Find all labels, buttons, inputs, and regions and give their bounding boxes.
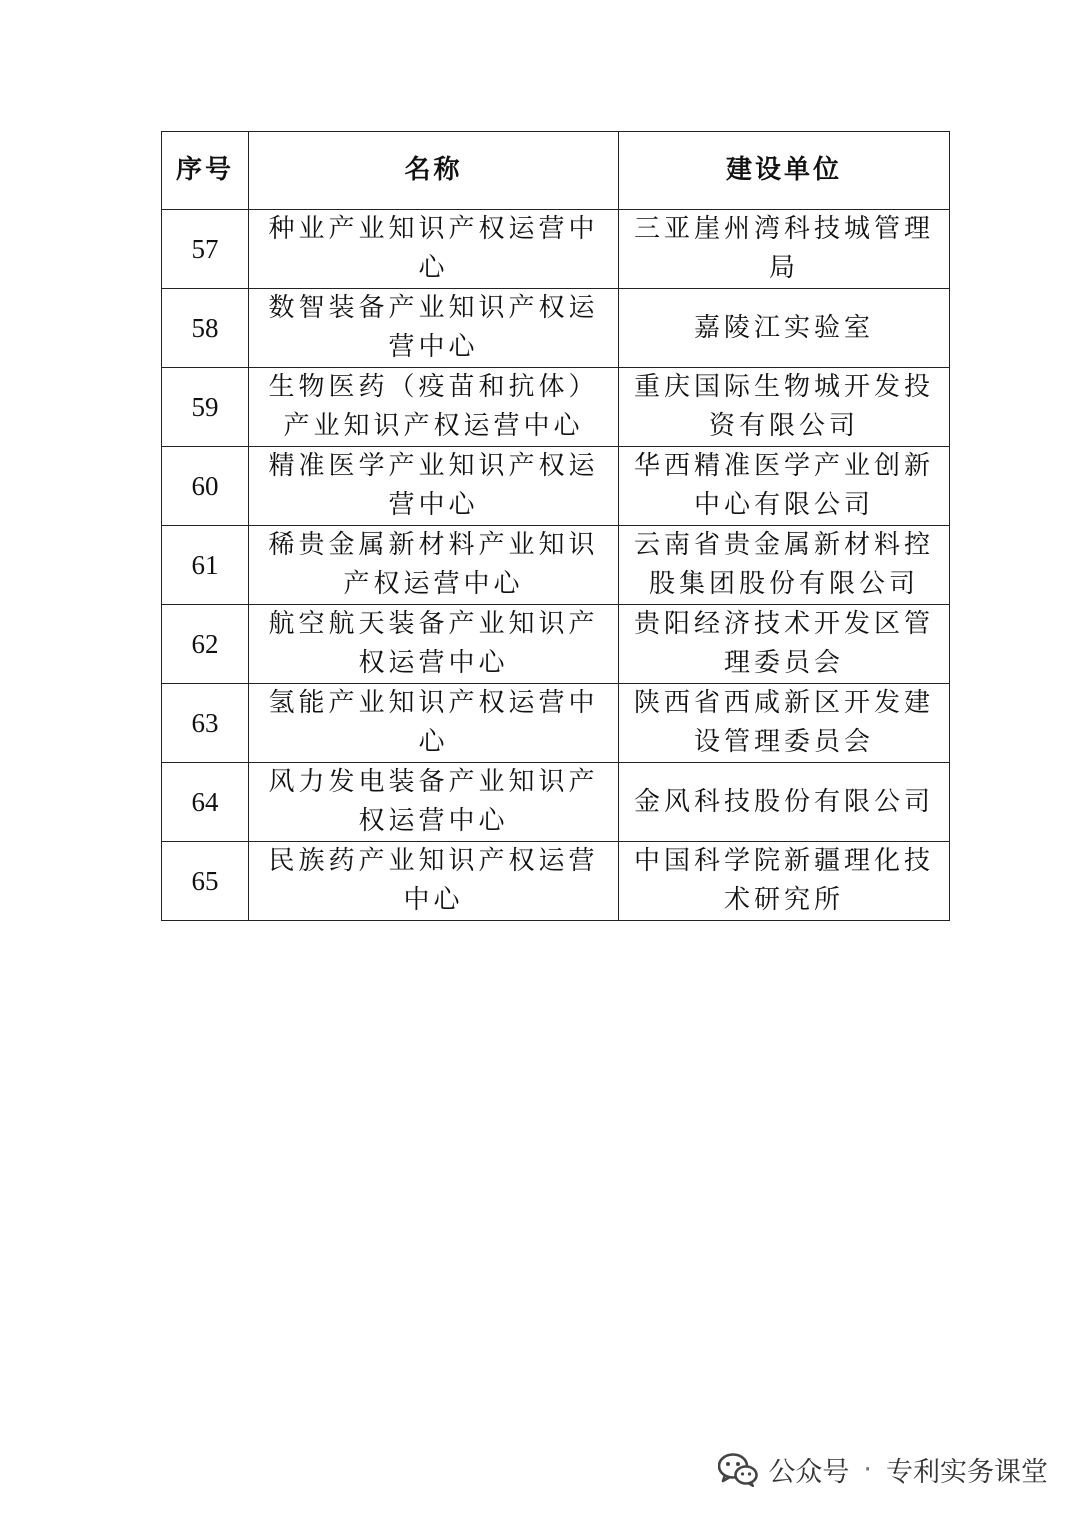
row-name: 氢能产业知识产权运营中心 (249, 684, 619, 763)
row-index: 65 (162, 842, 249, 921)
row-name: 种业产业知识产权运营中心 (249, 210, 619, 289)
table-row (162, 210, 950, 289)
wechat-watermark (718, 1450, 1048, 1489)
watermark-account: 专利实务课堂 (886, 1457, 1048, 1488)
row-unit: 三亚崖州湾科技城管理局 (619, 210, 950, 289)
row-index: 58 (162, 289, 249, 368)
header-index: 序号 (162, 132, 249, 210)
row-index: 60 (162, 447, 249, 526)
row-index: 57 (162, 210, 249, 289)
table-row (162, 763, 950, 842)
row-name: 生物医药（疫苗和抗体）产业知识产权运营中心 (249, 368, 619, 447)
table-row (162, 368, 950, 447)
watermark-separator: · (863, 1454, 872, 1485)
operation-center-table (161, 131, 950, 921)
row-name: 稀贵金属新材料产业知识产权运营中心 (249, 526, 619, 605)
table-row (162, 684, 950, 763)
table-row (162, 289, 950, 368)
row-name: 数智装备产业知识产权运营中心 (249, 289, 619, 368)
table-row (162, 605, 950, 684)
row-index: 64 (162, 763, 249, 842)
row-unit: 金风科技股份有限公司 (619, 763, 950, 842)
row-unit: 云南省贵金属新材料控股集团股份有限公司 (619, 526, 950, 605)
row-name: 民族药产业知识产权运营中心 (249, 842, 619, 921)
row-name: 精准医学产业知识产权运营中心 (249, 447, 619, 526)
row-unit: 贵阳经济技术开发区管理委员会 (619, 605, 950, 684)
watermark-prefix: 公众号 (768, 1457, 850, 1488)
row-unit: 中国科学院新疆理化技术研究所 (619, 842, 950, 921)
header-name: 名称 (249, 132, 619, 210)
row-unit: 重庆国际生物城开发投资有限公司 (619, 368, 950, 447)
wechat-icon (718, 1453, 758, 1487)
row-unit: 嘉陵江实验室 (619, 289, 950, 368)
row-unit: 陕西省西咸新区开发建设管理委员会 (619, 684, 950, 763)
row-index: 63 (162, 684, 249, 763)
header-unit: 建设单位 (619, 132, 950, 210)
table-row (162, 526, 950, 605)
table-header-row (162, 132, 950, 210)
row-name: 风力发电装备产业知识产权运营中心 (249, 763, 619, 842)
table-row (162, 842, 950, 921)
row-unit: 华西精准医学产业创新中心有限公司 (619, 447, 950, 526)
table-row (162, 447, 950, 526)
row-index: 61 (162, 526, 249, 605)
row-index: 59 (162, 368, 249, 447)
row-index: 62 (162, 605, 249, 684)
row-name: 航空航天装备产业知识产权运营中心 (249, 605, 619, 684)
